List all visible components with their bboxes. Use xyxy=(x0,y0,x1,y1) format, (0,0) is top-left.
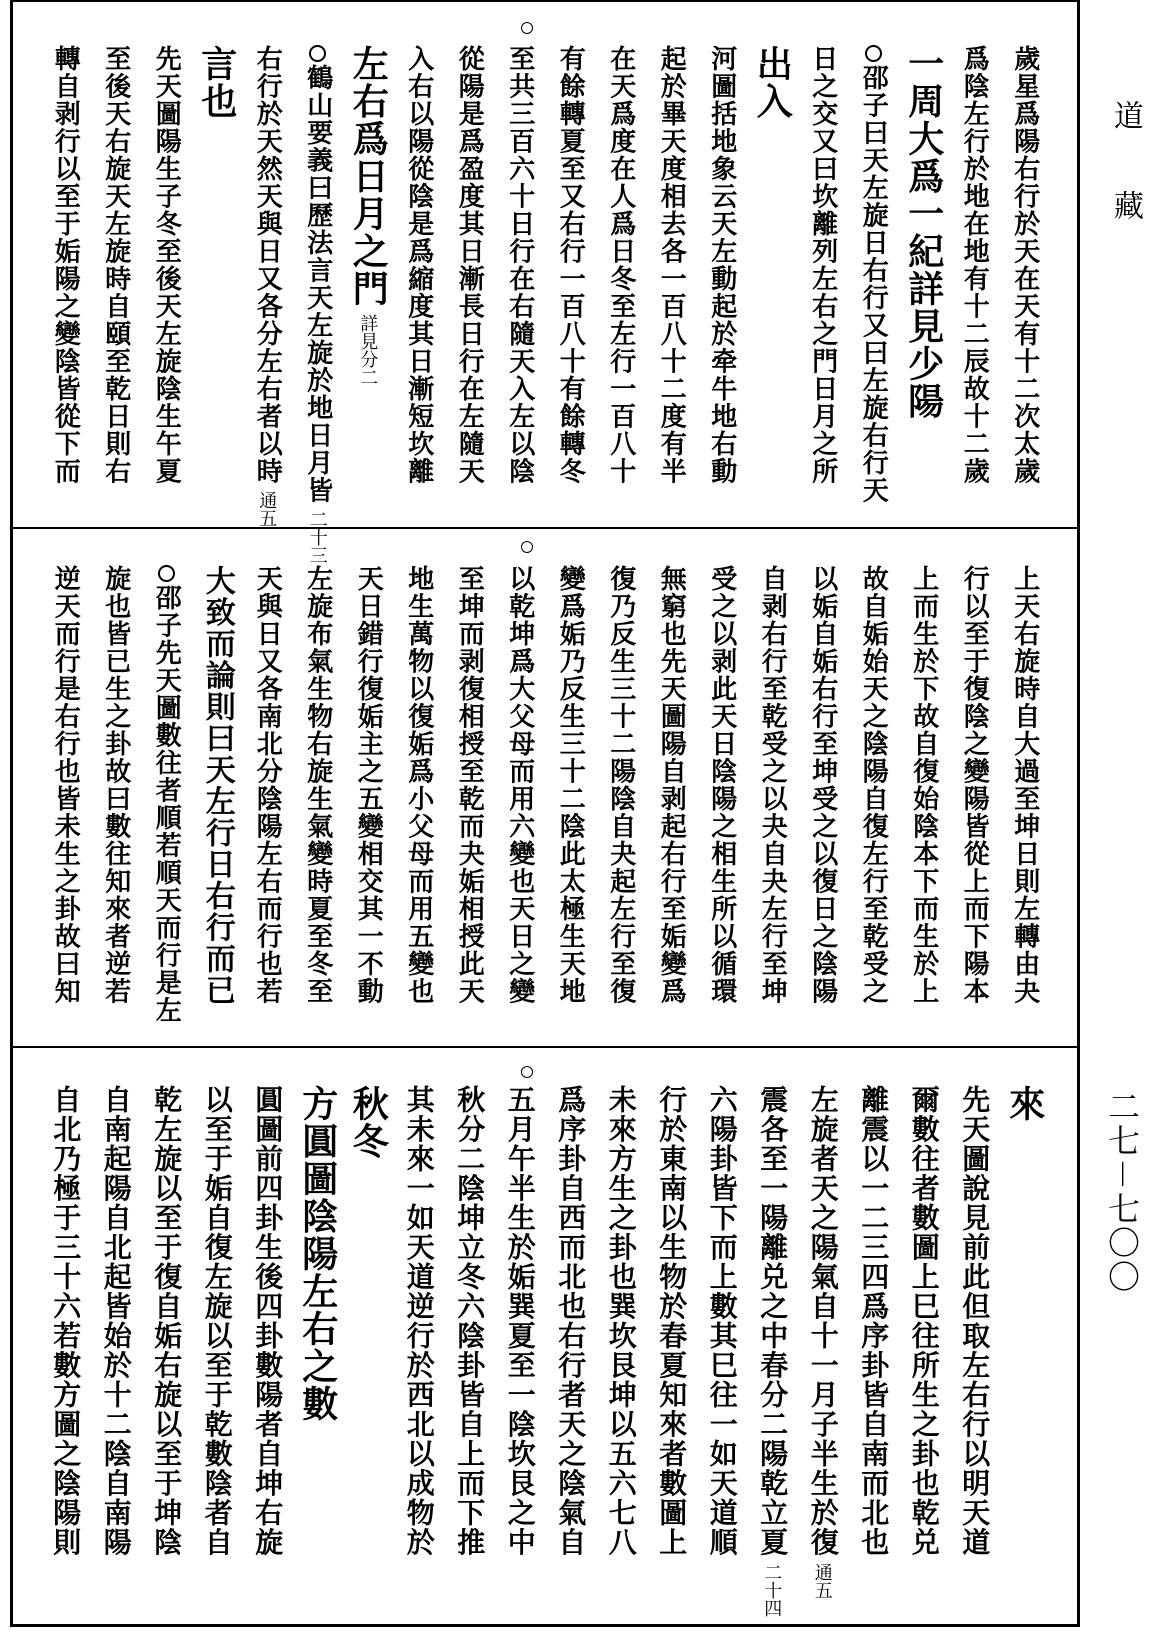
column-text: 從陽是爲盈度其日漸長日行在左隨天 xyxy=(454,45,485,485)
text-column xyxy=(396,45,442,515)
column-text: 入右以陽從陰是爲縮度其日漸短坎離 xyxy=(403,45,434,485)
text-column xyxy=(194,45,240,515)
column-text: 在天爲度在人爲日冬至左行一百八十 xyxy=(605,45,636,485)
column-text: 以乾坤爲大父母而用六變也天日之變 xyxy=(504,565,535,1005)
column-text: 自北乃極于三十六若數方圖之陰陽則 xyxy=(49,1085,83,1557)
paragraph-marker-circle xyxy=(865,45,882,62)
column-text: 一周大爲一紀詳見少陽 xyxy=(902,45,945,420)
text-column xyxy=(446,45,492,515)
text-column xyxy=(598,45,644,515)
text-column xyxy=(699,565,745,1035)
column-text: 左旋者天之陽氣自十一月子半生於復 xyxy=(806,1085,840,1557)
column-text: 五月午半生於姤巽夏至一陰坎艮之中 xyxy=(503,1085,537,1557)
column-text: 出入 xyxy=(751,45,794,120)
column-text: 無窮也先天圖陽自剥起右行至姤變爲 xyxy=(656,565,687,1005)
text-column xyxy=(396,1085,442,1585)
text-column xyxy=(1002,565,1048,1035)
column-text: 邵子先天圖數往者順若順天而行是左 xyxy=(151,584,182,1024)
column-text: 邵子曰天左旋日右行又曰左旋右行天 xyxy=(858,64,889,504)
text-column xyxy=(194,1085,240,1585)
column-text: 爲陰左行於地在地有十二辰故十二歲 xyxy=(959,45,990,485)
page-number xyxy=(1100,1090,1144,1294)
text-column xyxy=(497,565,543,1035)
text-panel-bottom xyxy=(40,1085,1050,1617)
text-column xyxy=(295,45,341,564)
column-text: 左旋布氣生物右旋生氣變時夏至冬至 xyxy=(302,565,333,1005)
column-text: 爾數往者數圖上巳往所生之卦也乾兑 xyxy=(907,1085,941,1557)
column-text: 秋分二陰坤立冬六陰卦皆自上而下推 xyxy=(453,1085,487,1557)
text-column xyxy=(194,565,240,1035)
text-column xyxy=(396,565,442,1035)
text-column xyxy=(749,1085,795,1617)
column-text: 起於畢天度相去各一百八十二度有半 xyxy=(656,45,687,485)
column-text: 至後天右旋天左旋時自頤至乾日則右 xyxy=(100,45,131,485)
text-column xyxy=(345,565,391,1035)
column-text: 方圓圖陰陽左右之數 xyxy=(296,1085,339,1423)
panel-divider xyxy=(10,527,1080,529)
text-column xyxy=(699,1085,745,1585)
paragraph-marker-circle xyxy=(309,45,326,62)
text-column xyxy=(244,45,290,527)
interlinear-note: 通五 xyxy=(256,491,278,527)
text-column xyxy=(143,565,189,1035)
column-text: 故自姤始天之陰陽自復左行至乾受之 xyxy=(858,565,889,1005)
column-text: 地生萬物以復姤爲小父母而用五變也 xyxy=(403,565,434,1005)
text-column xyxy=(800,1085,846,1599)
text-column xyxy=(749,565,795,1035)
text-column xyxy=(446,1085,492,1585)
text-column xyxy=(1002,45,1048,515)
column-text: 行以至于復陰之變陽皆從上而下陽本 xyxy=(959,565,990,1005)
column-text: 右行於天然天與日又各分左右者以時 xyxy=(252,45,283,485)
column-text: 上天右旋時自大過至坤日則左轉由夬 xyxy=(1009,565,1040,1005)
text-column xyxy=(1002,1085,1048,1585)
text-column xyxy=(749,45,795,515)
column-text: 震各至一陽離兑之中春分二陽乾立夏 xyxy=(756,1085,790,1557)
paragraph-marker-circle xyxy=(158,565,175,582)
text-column xyxy=(648,565,694,1035)
text-column xyxy=(42,1085,88,1585)
column-text: 以姤自姤右行至坤受之以復日之陰陽 xyxy=(807,565,838,1005)
column-text: 逆天而行是右行也皆未生之卦故曰知 xyxy=(50,565,81,1005)
column-text: 離震以一二三四爲序卦皆自南而北也 xyxy=(857,1085,891,1557)
text-column xyxy=(446,565,492,1035)
text-column xyxy=(598,1085,644,1585)
text-column xyxy=(901,45,947,515)
text-column xyxy=(850,45,896,515)
text-column xyxy=(497,45,543,515)
register-mark xyxy=(521,1066,533,1078)
column-text: 秋冬 xyxy=(347,1085,390,1160)
text-column xyxy=(951,45,997,515)
column-text: 天日錯行復姤主之五變相交其一不動 xyxy=(353,565,384,1005)
text-column xyxy=(598,565,644,1035)
text-column xyxy=(497,1085,543,1585)
text-column xyxy=(951,1085,997,1585)
column-text: 變爲姤乃反生三十二陰此太極生天地 xyxy=(555,565,586,1005)
column-text: 復乃反生三十二陽陰自夬起左行至復 xyxy=(605,565,636,1005)
text-column xyxy=(901,565,947,1035)
text-column xyxy=(901,1085,947,1585)
column-text: 有餘轉夏至又右行一百八十有餘轉冬 xyxy=(555,45,586,485)
column-text: 圓圖前四卦生後四卦數陽者自坤右旋 xyxy=(251,1085,285,1557)
text-panel-middle xyxy=(40,565,1050,1035)
page-number-text: 二七－七〇〇 xyxy=(1103,1090,1141,1295)
column-text: 未來方生之卦也巽坎艮坤以五六七八 xyxy=(604,1085,638,1557)
text-column xyxy=(648,45,694,515)
column-text: 天與日又各南北分陰陽左右而行也若 xyxy=(252,565,283,1005)
column-text: 言也 xyxy=(195,45,238,120)
volume-label xyxy=(1103,100,1143,220)
column-text: 上而生於下故自復始陰本下而生於上 xyxy=(908,565,939,1005)
column-text: 自南起陽自北起皆始於十二陰自南陽 xyxy=(99,1085,133,1557)
column-text: 以至于姤自復左旋以至于乾數陰者自 xyxy=(200,1085,234,1557)
text-column xyxy=(547,1085,593,1585)
text-column xyxy=(295,1085,341,1585)
text-column xyxy=(93,565,139,1035)
text-column xyxy=(93,1085,139,1585)
text-column xyxy=(244,565,290,1035)
volume-label-text: 道 藏 xyxy=(1108,100,1143,220)
text-column xyxy=(951,565,997,1035)
text-column xyxy=(850,1085,896,1585)
text-column xyxy=(800,565,846,1035)
column-text: 自剥右行至乾受之以夬自夬左行至坤 xyxy=(757,565,788,1005)
column-text: 來 xyxy=(1003,1085,1046,1123)
interlinear-note: 二十三 xyxy=(306,510,328,564)
column-text: 旋也皆已生之卦故曰數往知來者逆若 xyxy=(100,565,131,1005)
column-text: 先天圖說見前此但取左右行以明天道 xyxy=(958,1085,992,1557)
column-text: 爲序卦自西而北也右行者天之陰氣自 xyxy=(554,1085,588,1557)
column-text: 行於東南以生物於春夏知來者數圖上 xyxy=(655,1085,689,1557)
column-text: 鶴山要義曰歷法言天左旋於地日月皆 xyxy=(302,64,333,504)
text-column xyxy=(699,45,745,515)
panel-divider xyxy=(10,1046,1080,1048)
text-column xyxy=(345,1085,391,1585)
column-text: 六陽卦皆下而上數其巳往一如天道順 xyxy=(705,1085,739,1557)
column-text: 乾左旋以至于復自姤右旋以至于坤陰 xyxy=(150,1085,184,1557)
interlinear-note: 通五 xyxy=(811,1563,833,1599)
column-text: 大致而論則曰天左行日右行而已 xyxy=(199,565,235,1006)
text-column xyxy=(295,565,341,1035)
text-column xyxy=(42,565,88,1035)
column-text: 至共三百六十日行在右隨天入左以陰 xyxy=(504,45,535,485)
column-text: 轉自剥行以至于姤陽之變陰皆從下而 xyxy=(50,45,81,485)
text-column xyxy=(345,45,391,515)
column-text: 歲星爲陽右行於天在天有十二次太歲 xyxy=(1009,45,1040,485)
interlinear-note: 二十四 xyxy=(761,1563,783,1617)
text-column xyxy=(800,45,846,515)
column-text: 左右爲日月之門 xyxy=(347,45,390,308)
text-column xyxy=(143,1085,189,1585)
interlinear-note: 詳見分二 xyxy=(357,313,379,386)
text-column xyxy=(547,565,593,1035)
column-text: 至坤而剥復相授至乾而夬姤相授此天 xyxy=(454,565,485,1005)
text-column xyxy=(42,45,88,515)
text-column xyxy=(648,1085,694,1585)
text-column xyxy=(244,1085,290,1585)
text-column xyxy=(143,45,189,515)
column-text: 先天圖陽生子冬至後天左旋陰生午夏 xyxy=(151,45,182,485)
text-column xyxy=(850,565,896,1035)
text-column xyxy=(93,45,139,515)
text-column xyxy=(547,45,593,515)
register-mark xyxy=(521,22,533,34)
column-text: 其未來一如天道逆行於西北以成物於 xyxy=(402,1085,436,1557)
text-panel-top xyxy=(40,45,1050,564)
register-mark xyxy=(521,541,533,553)
column-text: 受之以剥此天日陰陽之相生所以循環 xyxy=(706,565,737,1005)
column-text: 河圖括地象云天左動起於牵牛地右動 xyxy=(706,45,737,485)
column-text: 日之交又曰坎離列左右之門日月之所 xyxy=(807,45,838,485)
